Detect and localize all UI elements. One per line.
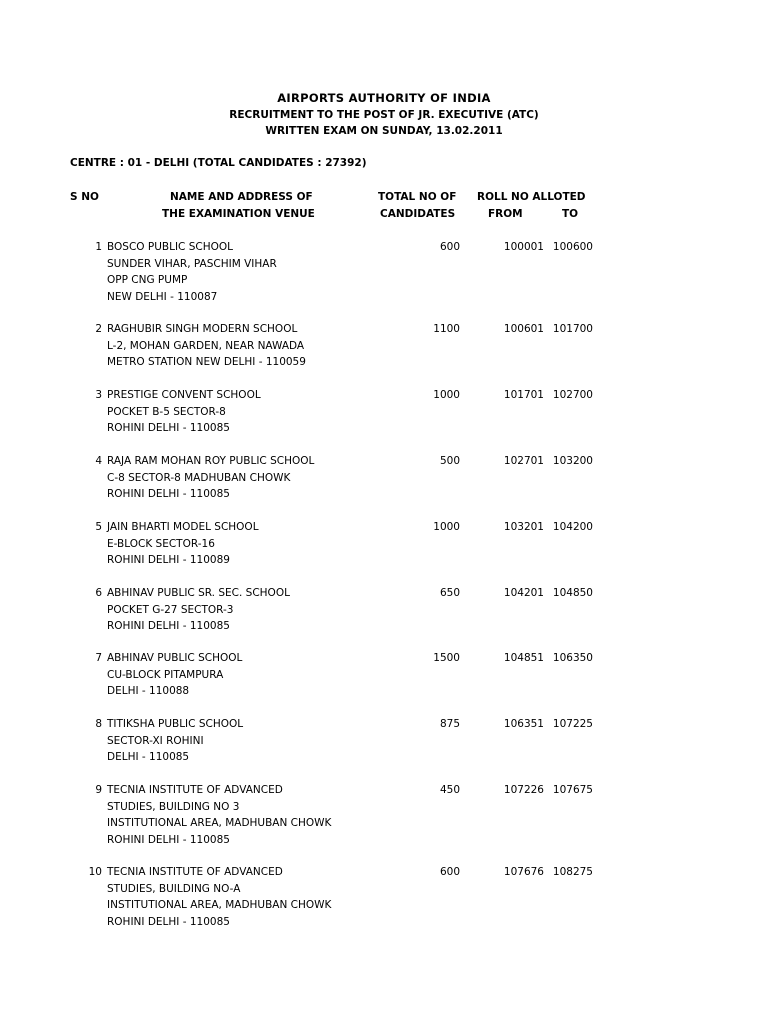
- row-venue: [107, 650, 242, 700]
- venue-address-line: NEW DELHI - 110087: [107, 290, 218, 303]
- row-roll-from: 104201: [503, 587, 544, 599]
- col-header-sno: S NO: [70, 191, 99, 203]
- row-roll-to: 100600: [552, 241, 593, 253]
- row-sno: 3: [95, 389, 102, 401]
- row-venue: [107, 782, 331, 848]
- row-roll-to: 103200: [552, 455, 593, 467]
- venue-name: TECNIA INSTITUTE OF ADVANCED: [107, 784, 283, 796]
- row-roll-from: 100001: [503, 241, 544, 253]
- venue-name: RAJA RAM MOHAN ROY PUBLIC SCHOOL: [107, 455, 315, 467]
- venue-address-line: INSTITUTIONAL AREA, MADHUBAN CHOWK: [107, 899, 332, 911]
- venue-address-line: E-BLOCK SECTOR-16: [107, 537, 215, 550]
- page-subtitle: RECRUITMENT TO THE POST OF JR. EXECUTIVE (ATC): [229, 109, 539, 121]
- venue-address-line: POCKET B-5 SECTOR-8: [107, 405, 226, 418]
- exam-date: WRITTEN EXAM ON SUNDAY, 13.02.2011: [265, 125, 503, 137]
- col-header-roll: ROLL NO ALLOTED: [477, 191, 586, 203]
- row-total-candidates: 650: [439, 587, 460, 599]
- row-roll-to: 101700: [552, 323, 593, 335]
- row-total-candidates: 1100: [433, 323, 460, 335]
- col-header-total-line1: TOTAL NO OF: [378, 191, 457, 203]
- row-roll-to: 102700: [552, 389, 593, 401]
- row-roll-from: 103201: [503, 521, 544, 533]
- row-total-candidates: 1000: [433, 389, 460, 401]
- row-total-candidates: 1000: [433, 521, 460, 533]
- venue-address-line: ROHINI DELHI - 110085: [107, 488, 230, 500]
- venue-address-line: INSTITUTIONAL AREA, MADHUBAN CHOWK: [107, 817, 332, 829]
- row-sno: 4: [95, 455, 102, 467]
- row-sno: 6: [95, 587, 102, 599]
- row-roll-from: 101701: [503, 389, 544, 401]
- venue-address-line: POCKET G-27 SECTOR-3: [107, 603, 234, 616]
- row-total-candidates: 875: [439, 718, 460, 730]
- col-header-venue-line2: THE EXAMINATION VENUE: [162, 208, 315, 220]
- row-roll-to: 107675: [552, 784, 593, 796]
- row-roll-from: 106351: [503, 718, 544, 730]
- venue-name: ABHINAV PUBLIC SR. SEC. SCHOOL: [107, 587, 290, 599]
- row-sno: 10: [88, 866, 102, 878]
- venue-name: RAGHUBIR SINGH MODERN SCHOOL: [107, 323, 298, 335]
- venue-address-line: SUNDER VIHAR, PASCHIM VIHAR: [107, 257, 277, 270]
- row-venue: [107, 321, 306, 371]
- row-total-candidates: 600: [439, 866, 460, 878]
- col-header-total-line2: CANDIDATES: [380, 208, 456, 220]
- venue-address-line: DELHI - 110085: [107, 751, 190, 763]
- row-sno: 1: [95, 241, 102, 253]
- col-header-venue-line1: NAME AND ADDRESS OF: [170, 191, 313, 203]
- centre-heading: CENTRE : 01 - DELHI (TOTAL CANDIDATES : 27392): [70, 157, 367, 169]
- col-header-to: TO: [562, 208, 579, 220]
- venue-address-line: STUDIES, BUILDING NO-A: [107, 882, 241, 895]
- page-title: AIRPORTS AUTHORITY OF INDIA: [277, 91, 491, 105]
- venue-address-line: OPP CNG PUMP: [107, 274, 188, 286]
- venue-address-line: C-8 SECTOR-8 MADHUBAN CHOWK: [107, 471, 291, 484]
- row-roll-to: 107225: [552, 718, 593, 730]
- row-sno: 8: [95, 718, 102, 730]
- row-total-candidates: 600: [439, 241, 460, 253]
- venue-address-line: CU-BLOCK PITAMPURA: [107, 668, 224, 681]
- row-roll-to: 104850: [552, 587, 593, 599]
- venue-name: ABHINAV PUBLIC SCHOOL: [107, 652, 243, 664]
- row-roll-to: 106350: [552, 652, 593, 664]
- venue-name: TITIKSHA PUBLIC SCHOOL: [107, 718, 244, 730]
- venue-address-line: ROHINI DELHI - 110085: [107, 422, 230, 434]
- col-header-from: FROM: [488, 208, 523, 220]
- row-roll-from: 102701: [503, 455, 544, 467]
- row-venue: [107, 239, 277, 305]
- venue-address-line: ROHINI DELHI - 110085: [107, 833, 230, 846]
- venue-address-line: STUDIES, BUILDING NO 3: [107, 800, 240, 813]
- venue-name: PRESTIGE CONVENT SCHOOL: [107, 389, 261, 401]
- row-roll-to: 104200: [552, 521, 593, 533]
- venue-address-line: METRO STATION NEW DELHI - 110059: [107, 356, 306, 368]
- venue-name: TECNIA INSTITUTE OF ADVANCED: [107, 866, 283, 878]
- venue-address-line: ROHINI DELHI - 110085: [107, 915, 230, 928]
- venue-address-line: ROHINI DELHI - 110085: [107, 620, 230, 632]
- row-venue: [107, 453, 314, 503]
- row-roll-from: 107676: [503, 866, 544, 878]
- row-venue: [107, 387, 261, 437]
- row-roll-from: 104851: [503, 652, 544, 664]
- row-venue: [107, 519, 259, 569]
- row-venue: [107, 864, 331, 930]
- row-roll-from: 107226: [503, 784, 544, 796]
- row-sno: 9: [95, 784, 102, 796]
- venue-address-line: DELHI - 110088: [107, 685, 190, 697]
- venue-address-line: SECTOR-XI ROHINI: [107, 734, 204, 747]
- venue-name: JAIN BHARTI MODEL SCHOOL: [107, 521, 259, 533]
- row-total-candidates: 450: [439, 784, 460, 796]
- row-total-candidates: 500: [439, 455, 460, 467]
- row-roll-from: 100601: [503, 323, 544, 335]
- venue-address-line: ROHINI DELHI - 110089: [107, 554, 230, 566]
- row-sno: 2: [95, 323, 102, 335]
- row-total-candidates: 1500: [433, 652, 460, 664]
- row-roll-to: 108275: [552, 866, 593, 878]
- venue-name: BOSCO PUBLIC SCHOOL: [107, 241, 233, 253]
- row-sno: 5: [95, 521, 102, 533]
- row-venue: [107, 585, 290, 635]
- row-sno: 7: [95, 652, 102, 664]
- venue-address-line: L-2, MOHAN GARDEN, NEAR NAWADA: [107, 339, 305, 352]
- row-venue: [107, 716, 243, 766]
